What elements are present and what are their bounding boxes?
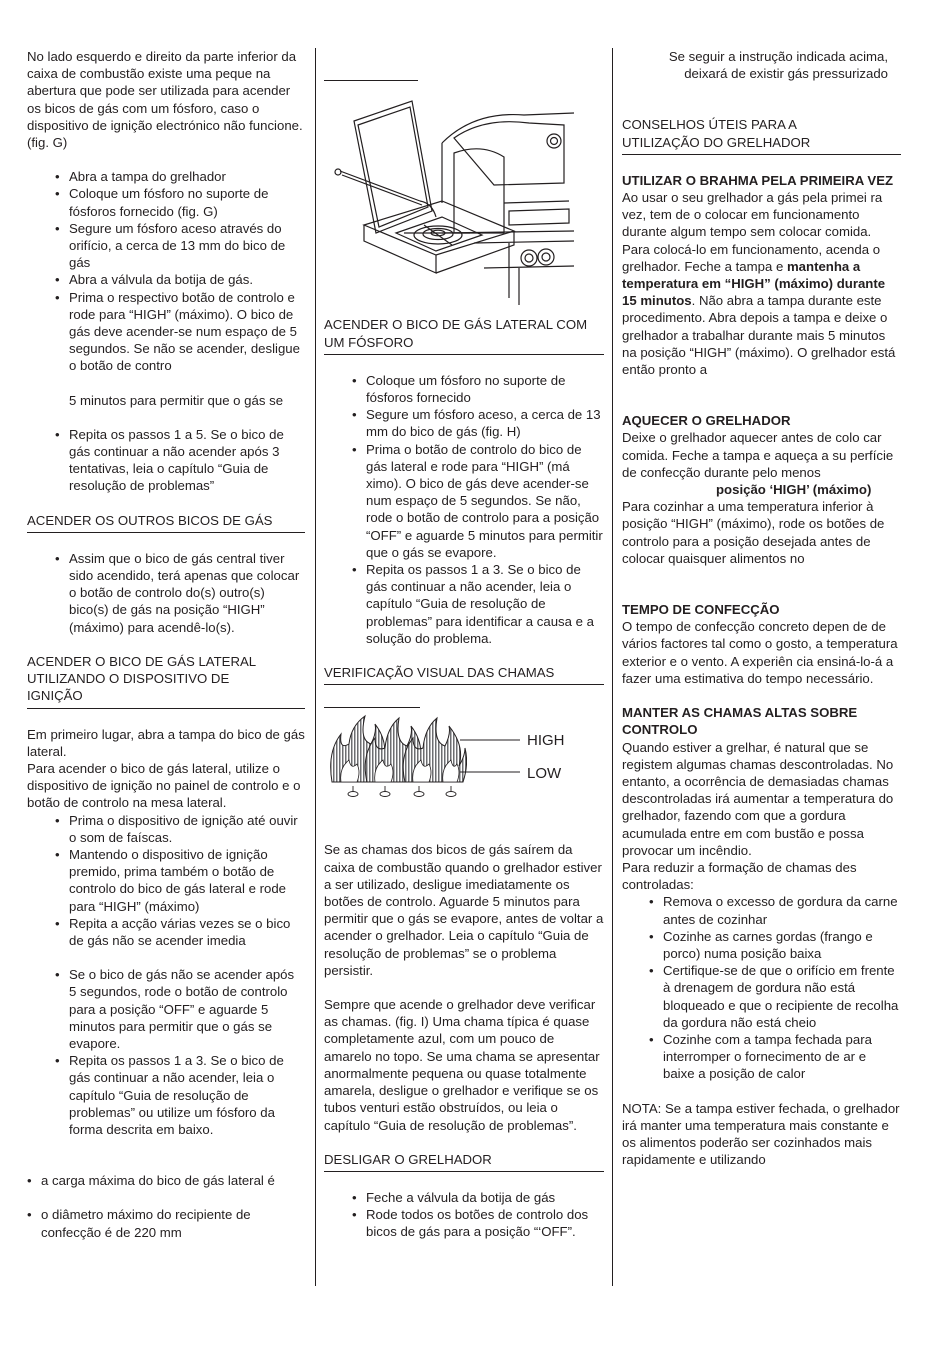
section-heading-desligar: DESLIGAR O GRELHADOR: [324, 1151, 604, 1172]
list-item: • Repita os passos 1 a 3. Se o bico de gás continuar a não acender, leia o capítulo “Guia de resolução de problemas” para identificar a causa e a solução do problema.: [352, 561, 604, 647]
list-item: • Se o bico de gás não se acender após 5 segundos, rode o botão de controlo para a posição “OFF” e aguarde 5 minutos para permitir que o gás se evapore.: [55, 966, 305, 1052]
load-note: [27, 1172, 305, 1189]
section-heading-conselhos: CONSELHOS ÚTEIS PARA A UTILIZAÇÃO DO GRELHADOR: [622, 116, 901, 154]
list-item: • Prima o botão de controlo do bico de gás lateral e rode para “HIGH” (má ximo). O bico de gás deve acender-se num espaço de 5 segundos. Se não, rode o botão de controlo para a posição “OFF” e aguarde 5 minutos para permitir que o gás se evapore.: [352, 441, 604, 561]
column-divider-left: [315, 48, 316, 1286]
section-heading-lateral: ACENDER O BICO DE GÁS LATERAL UTILIZANDO O DISPOSITIVO DE IGNIÇÃO: [27, 653, 305, 709]
list-item: • Prima o respectivo botão de controlo e rode para “HIGH” (máximo). O bico de gás deve acender-se num espaço de 5 segundos. Se não se acender, desligue o botão de contro: [55, 289, 305, 375]
column-1: [27, 48, 305, 1241]
flames-illustration: [327, 712, 467, 802]
list-item: • o diâmetro máximo do recipiente de confecção é de 220 mm: [27, 1206, 305, 1240]
aquecer-paragraph-b: Para cozinhar a uma temperatura inferior à posição “HIGH” (máximo), rode os botões de controlo para a posição desejada antes de colocar quaisquer alimentos no: [622, 499, 885, 566]
desligar-steps: [352, 1189, 604, 1241]
list-item: • Abra a válvula da botija de gás.: [55, 271, 305, 288]
list-item: • Cozinhe as carnes gordas (frango e porco) numa posição baixa: [649, 928, 901, 962]
chamas-paragraph-1: Se as chamas dos bicos de gás saírem da caixa de combustão quando o grelhador estiver a ser utilizado, desligue imediatamente os botões de controlo. Aguarde 5 minutos para permitir que o gás se evapore, antes de voltar a acender o grelhador. Leia o capítulo “Guia de resolução de problemas” se o problema persistir.: [324, 842, 604, 978]
manter-steps: [649, 893, 901, 1082]
flame-figure: [324, 708, 604, 823]
list-item: • Remova o excesso de gordura da carne antes de cozinhar: [649, 893, 901, 927]
subheading-primeira-vez: UTILIZAR O BRAHMA PELA PRIMEIRA VEZ: [622, 172, 894, 188]
column-2: [324, 48, 604, 1241]
pressurized-gas-note: Se seguir a instrução indicada acima, deixará de existir gás pressurizado: [668, 49, 888, 82]
section-heading-chamas: VERIFICAÇÃO VISUAL DAS CHAMAS: [324, 664, 604, 685]
list-item: • Segure um fósforo aceso, a cerca de 13 mm do bico de gás (fig. H): [352, 406, 604, 440]
lateral-paragraph-2: Para acender o bico de gás lateral, utilize o dispositivo de ignição no painel de controlo e o botão de controlo na mesa lateral.: [27, 760, 301, 811]
lateral-steps-a: [55, 812, 305, 950]
list-item: • Cozinhe com a tampa fechada para interromper o fornecimento de ar e baixe a posição de calor: [649, 1031, 901, 1083]
section-heading-fosforo: ACENDER O BICO DE GÁS LATERAL COM UM FÓSFORO: [324, 316, 604, 354]
list-item: • Repita os passos 1 a 5. Se o bico de gás continuar a não acender após 3 tentativas, leia o capítulo “Guia de resolução de problemas”: [55, 426, 305, 495]
fosforo-steps: [352, 372, 604, 647]
list-item: • Certifique-se de que o orifício em frente à drenagem de gordura não está bloqueado e que o recipiente de recolha da gordura não está cheio: [649, 962, 901, 1031]
primeira-text-a: Ao usar o seu grelhador a gás pela primei ra vez, tem de o colocar em funcionamento durante algum tempo sem colocar comida. Para colocá-lo em funcionamento, acenda o grelhador. Feche a tampa e: [622, 190, 883, 274]
primeira-text-bold: mantenha a temperatura em “HIGH” (máximo) durante 15 minutos: [622, 258, 886, 309]
list-item: • a carga máxima do bico de gás lateral é: [27, 1172, 305, 1189]
column-divider-right: [612, 48, 613, 1286]
list-item: • Assim que o bico de gás central tiver sido acendido, terá apenas que colocar o botão de controlo do(s) outro(s) bico(s) de gás na posição “HIGH” (máximo) para acendê-lo(s).: [55, 550, 305, 636]
chamas-paragraph-2: Sempre que acende o grelhador deve verificar as chamas. (fig. I) Uma chama típica é quase completamente azul, com um pouco de amarelo no topo. Se uma chama se apresentar anormalmente pequena ou quase totalmente amarela, desligue o grelhador e verifique se os tubos venturi estão obstruídos, ou leia o capítulo “Guia de resolução de problemas”.: [324, 997, 600, 1133]
list-item: • Mantendo o dispositivo de ignição premido, prima também o botão de controlo do bico de gás lateral e rode para “HIGH” (máximo): [55, 846, 305, 915]
list-item: • Repita os passos 1 a 3. Se o bico de gás continuar a não acender, leia o capítulo “Guia de resolução de problemas” ou utilize um fósforo da forma descrita em baixo.: [55, 1052, 305, 1138]
aquecer-paragraph-a: Deixe o grelhador aquecer antes de colo car comida. Feche a tampa e aqueça a su perfície de confecção durante pelo menos: [622, 430, 894, 480]
outros-list: [55, 550, 305, 636]
list-item: • Segure um fósforo aceso através do orifício, a cerca de 13 mm do bico de gás: [55, 220, 305, 272]
flame-level-lines: [460, 718, 525, 778]
flame-high-label: HIGH: [527, 732, 565, 750]
figure-rule: [324, 80, 418, 81]
side-burner-illustration: [324, 83, 574, 305]
subheading-manter: MANTER AS CHAMAS ALTAS SOBRE CONTROLO: [622, 705, 858, 738]
tempo-paragraph: O tempo de confecção concreto depen de de vários factores tal como o gosto, a temperatura exterior e o vento. A experiên cia ensiná-lo-á a fazer uma estimativa do tempo necessário.: [622, 619, 898, 686]
list-item: • Feche a válvula da botija de gás: [352, 1189, 604, 1206]
primeira-vez-paragraph: [622, 189, 901, 378]
list-item: • Abra a tampa do grelhador: [55, 168, 305, 185]
flame-low-label: LOW: [527, 765, 562, 783]
match-lighting-steps: [55, 168, 305, 374]
list-item: • Coloque um fósforo no suporte de fósforos fornecido (fig. G): [55, 185, 305, 219]
lateral-steps-b: [55, 966, 305, 1138]
lateral-paragraph-1: Em primeiro lugar, abra a tampa do bico de gás lateral.: [27, 726, 305, 759]
subheading-tempo: TEMPO DE CONFECÇÃO: [622, 602, 780, 618]
reduzir-paragraph: Para reduzir a formação de chamas des controladas:: [622, 859, 857, 893]
subheading-aquecer: AQUECER O GRELHADOR: [622, 413, 791, 429]
intro-paragraph: No lado esquerdo e direito da parte inferior da caixa de combustão existe uma peque na abertura que pode ser utilizada para acender os bicos de gás com um fósforo, caso o dispositivo de ignição electrónico não funcione. (fig. G): [27, 49, 303, 151]
diameter-note: [27, 1206, 305, 1240]
list-item: • Rode todos os botões de controlo dos bicos de gás para a posição “‘OFF”.: [352, 1206, 604, 1240]
list-item: • Repita a acção várias vezes se o bico de gás não se acender imedia: [55, 915, 305, 949]
primeira-text-c: . Não abra a tampa durante este procedimento. Abra depois a tampa e deixe o grelhador a trabalhar durante mais 5 minutos na posição “HIGH” (máximo). O grelhador está então pronto a: [622, 293, 896, 378]
repeat-steps-list: [55, 426, 305, 495]
list-item-continuation: 5 minutos para permitir que o gás se: [69, 392, 284, 408]
manter-paragraph: Quando estiver a grelhar, é natural que se registem algumas chamas descontroladas. No entanto, a ocorrência de demasiadas chamas descontroladas irá aumentar a temperatura do grelhador, fazendo com que a gordura acumulada entre em com bustão e possa provocar um incêndio.: [622, 739, 894, 858]
column-3: [622, 48, 901, 1168]
list-item: • Prima o dispositivo de ignição até ouvir o som de faíscas.: [55, 812, 305, 846]
aquecer-bold-line: posição ‘HIGH’ (máximo): [716, 482, 872, 498]
section-heading-outros: ACENDER OS OUTROS BICOS DE GÁS: [27, 512, 305, 533]
list-item: • Coloque um fósforo no suporte de fósforos fornecido: [352, 372, 604, 406]
nota-paragraph: NOTA: Se a tampa estiver fechada, o grelhador irá manter uma temperatura mais constante e os alimentos poderão ser cozinhados mais rapidamente e utilizando: [622, 1100, 900, 1168]
